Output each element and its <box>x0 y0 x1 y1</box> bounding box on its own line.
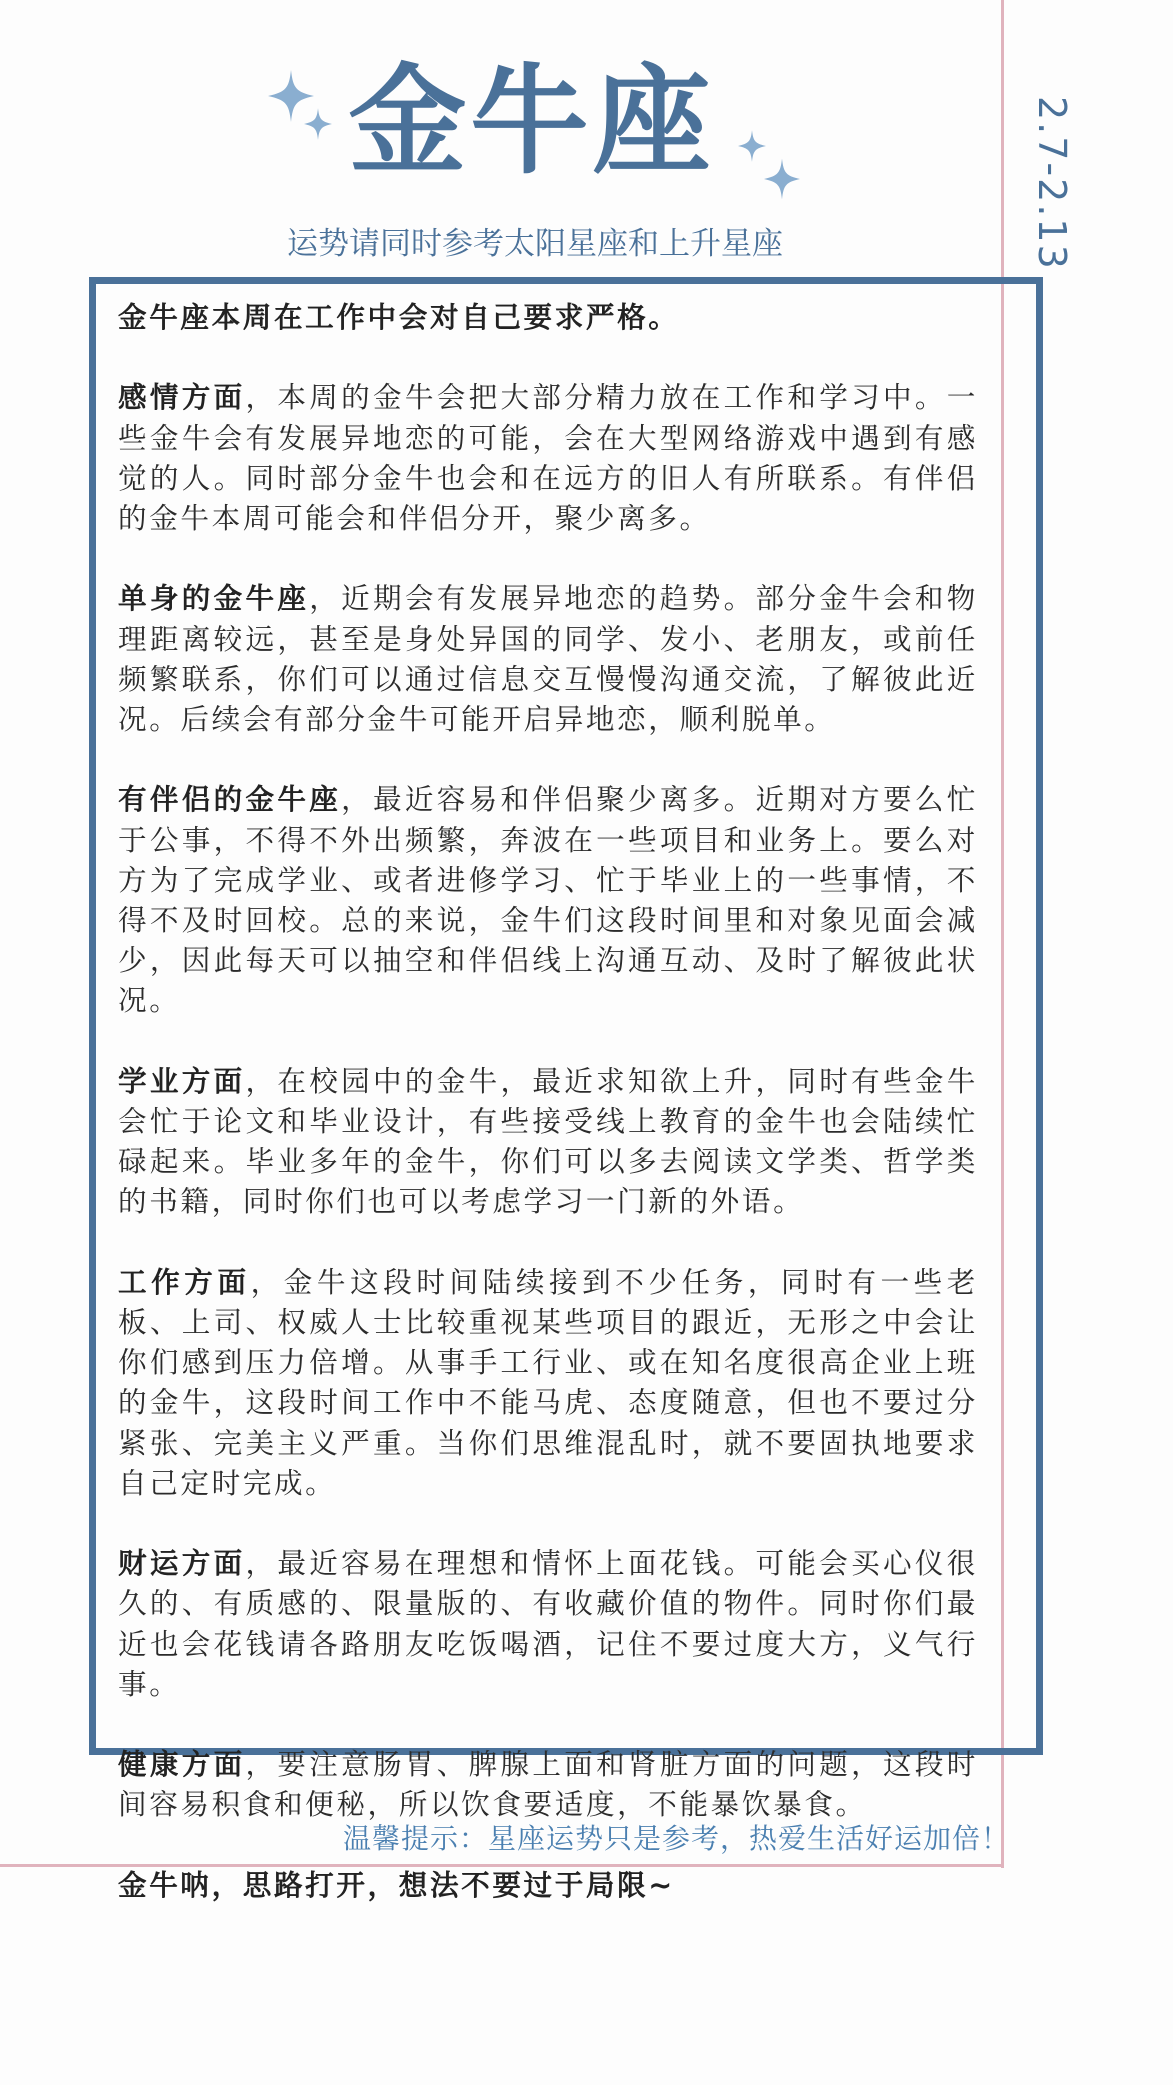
section-heading: 单身的金牛座 <box>118 581 310 616</box>
section-heading: 学业方面 <box>118 1063 246 1098</box>
section-heading: 感情方面 <box>118 380 246 415</box>
section-heading: 健康方面 <box>118 1747 246 1782</box>
section-work <box>118 1262 978 1503</box>
page-subtitle: 运势请同时参考太阳星座和上升星座 <box>287 226 783 262</box>
closing-line: 金牛呐，思路打开，想法不要过于局限~ <box>118 1867 675 1902</box>
section-text: ，金牛这段时间陆续接到不少任务，同时有一些老板、上司、权威人士比较重视某些项目的跟近，无形之中会让你们感到压力倍增。从事手工行业、或在知名度很高企业上班的金牛，这段时间工作中不能马虎、态度随意，但也不要过分紧张、完美主义严重。当你们思维混乱时，就不要固执地要求自己定时完成。 <box>118 1264 978 1500</box>
footer-note: 温馨提示：星座运势只是参考，热爱生活好运加倍！ <box>343 1822 1011 1855</box>
section-text: ，要注意肠胃、脾腺上面和肾脏方面的问题，这段时间容易积食和便秘，所以饮食要适度，不能暴饮暴食。 <box>118 1747 978 1822</box>
section-wealth <box>118 1543 978 1704</box>
horoscope-text <box>118 297 978 1945</box>
page-title: 金牛座 <box>348 52 715 190</box>
section-partnered <box>118 779 978 1020</box>
section-heading: 工作方面 <box>118 1264 251 1299</box>
date-range: 2.7-2.13 <box>1030 96 1074 271</box>
intro-line: 金牛座本周在工作中会对自己要求严格。 <box>118 300 680 334</box>
section-text: ，在校园中的金牛，最近求知欲上升，同时有些金牛会忙于论文和毕业设计，有些接受线上教育的金牛也会陆续忙碌起来。毕业多年的金牛，你们可以多去阅读文学类、哲学类的书籍，同时你们也可以考虑学习一门新的外语。 <box>118 1063 978 1219</box>
section-text: ，近期会有发展异地恋的趋势。部分金牛会和物理距离较远，甚至是身处异国的同学、发小、老朋友，或前任频繁联系，你们可以通过信息交互慢慢沟通交流，了解彼此近况。后续会有部分金牛可能开启异地恋，顺利脱单。 <box>118 581 978 736</box>
section-health <box>118 1744 978 1824</box>
section-single <box>118 578 978 739</box>
section-love <box>118 377 978 538</box>
section-text: ，本周的金牛会把大部分精力放在工作和学习中。一些金牛会有发展异地恋的可能，会在大型网络游戏中遇到有感觉的人。同时部分金牛也会和在远方的旧人有所联系。有伴侣的金牛本周可能会和伴侣分开，聚少离多。 <box>118 380 978 535</box>
section-heading: 财运方面 <box>118 1546 246 1581</box>
section-study <box>118 1061 978 1222</box>
section-heading: 有伴侣的金牛座 <box>118 782 342 817</box>
section-text: ，最近容易和伴侣聚少离多。近期对方要么忙于公事，不得不外出频繁，奔波在一些项目和业务上。要么对方为了完成学业、或者进修学习、忙于毕业上的一些事情，不得不及时回校。总的来说，金牛们这段时间里和对象见面会减少，因此每天可以抽空和伴侣线上沟通互动、及时了解彼此状况。 <box>118 782 978 1018</box>
section-text: ，最近容易在理想和情怀上面花钱。可能会买心仪很久的、有质感的、限量版的、有收藏价值的物件。同时你们最近也会花钱请各路朋友吃饭喝酒，记住不要过度大方，义气行事。 <box>118 1546 978 1701</box>
